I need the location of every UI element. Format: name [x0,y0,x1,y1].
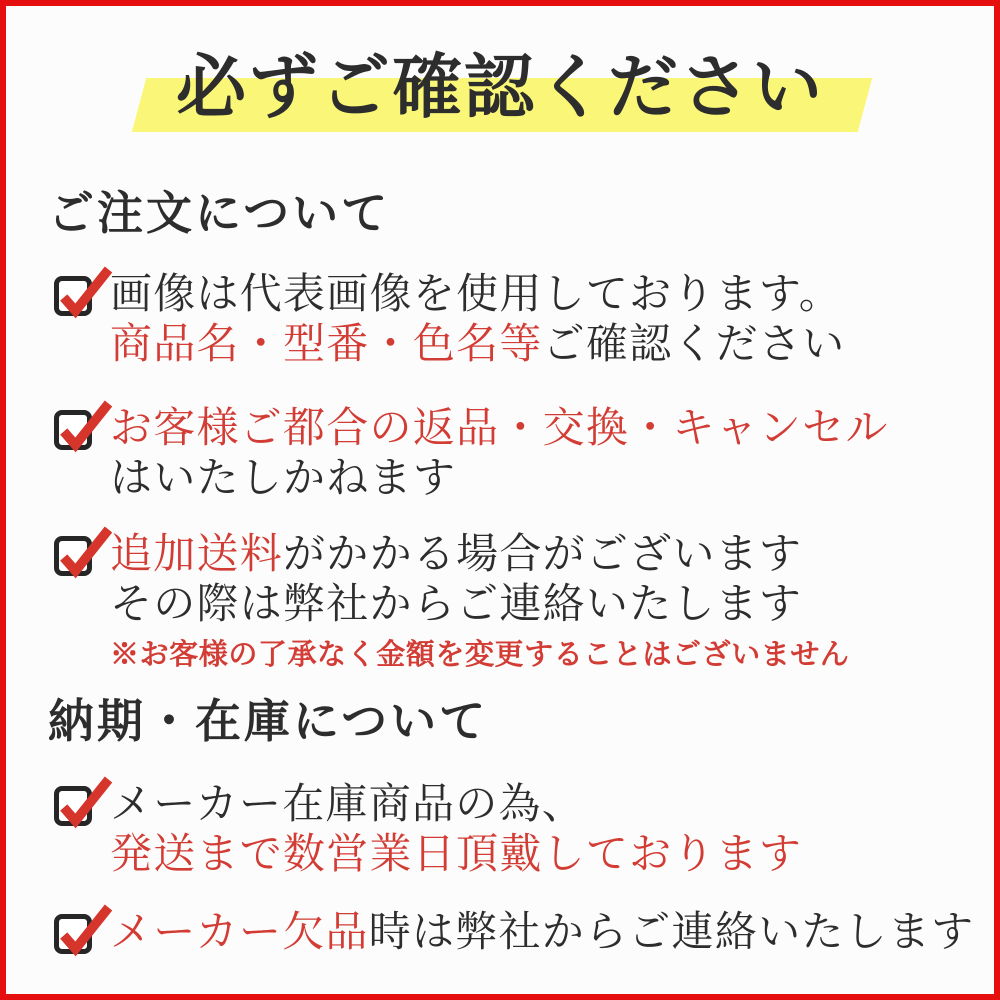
checkmark-icon [57,265,113,321]
checkmark-icon [57,775,113,831]
item-note: ※お客様の了承なく金額を変更することはございません [110,637,850,671]
item-line [110,579,994,629]
section-heading-order: ご注文について [48,186,391,240]
section-heading-delivery: 納期・在庫について [48,693,489,748]
checkbox-icon [54,786,92,826]
item-text-emphasis: 商品名・型番・色名等 [110,319,543,369]
checkmark-icon [57,399,113,455]
item-text: その際は弊社からご連絡いたします [110,579,803,629]
item-text: はいたしかねます [110,453,457,503]
item-text: 時は弊社からご連絡いたします [368,906,975,956]
item-text: 画像は代表画像を使用しております。 [110,269,843,319]
list-item-returns-policy [54,403,994,503]
checkbox-icon [54,536,92,576]
list-item-representative-images [54,269,994,369]
item-line [110,269,994,319]
list-item-extra-shipping-fee [54,529,994,671]
item-text-emphasis: 発送まで数営業日頂戴しております [110,828,803,878]
page-title-block [6,34,994,146]
item-line [110,907,994,957]
item-line [110,779,994,829]
checkbox-icon [54,914,92,954]
item-line [110,829,994,879]
item-text-emphasis: メーカー欠品 [110,906,369,956]
list-item-maker-out-of-stock [54,907,994,957]
checkmark-icon [57,525,113,581]
checkbox-icon [54,410,92,450]
item-text: がかかる場合がございます [283,529,803,579]
list-item-maker-stock [54,779,994,879]
item-line [110,529,994,579]
item-text: ご確認ください [542,319,846,369]
item-line [110,453,994,503]
item-text-emphasis: 追加送料 [110,529,284,579]
page-title: 必ずご確認ください [176,45,824,128]
item-text: メーカー在庫商品の為、 [110,778,586,828]
item-line [110,403,994,453]
item-text-emphasis: お客様ご都合の返品・交換・キャンセル [110,403,889,453]
checkmark-icon [57,903,113,959]
item-line [110,319,994,369]
checkbox-icon [54,276,92,316]
